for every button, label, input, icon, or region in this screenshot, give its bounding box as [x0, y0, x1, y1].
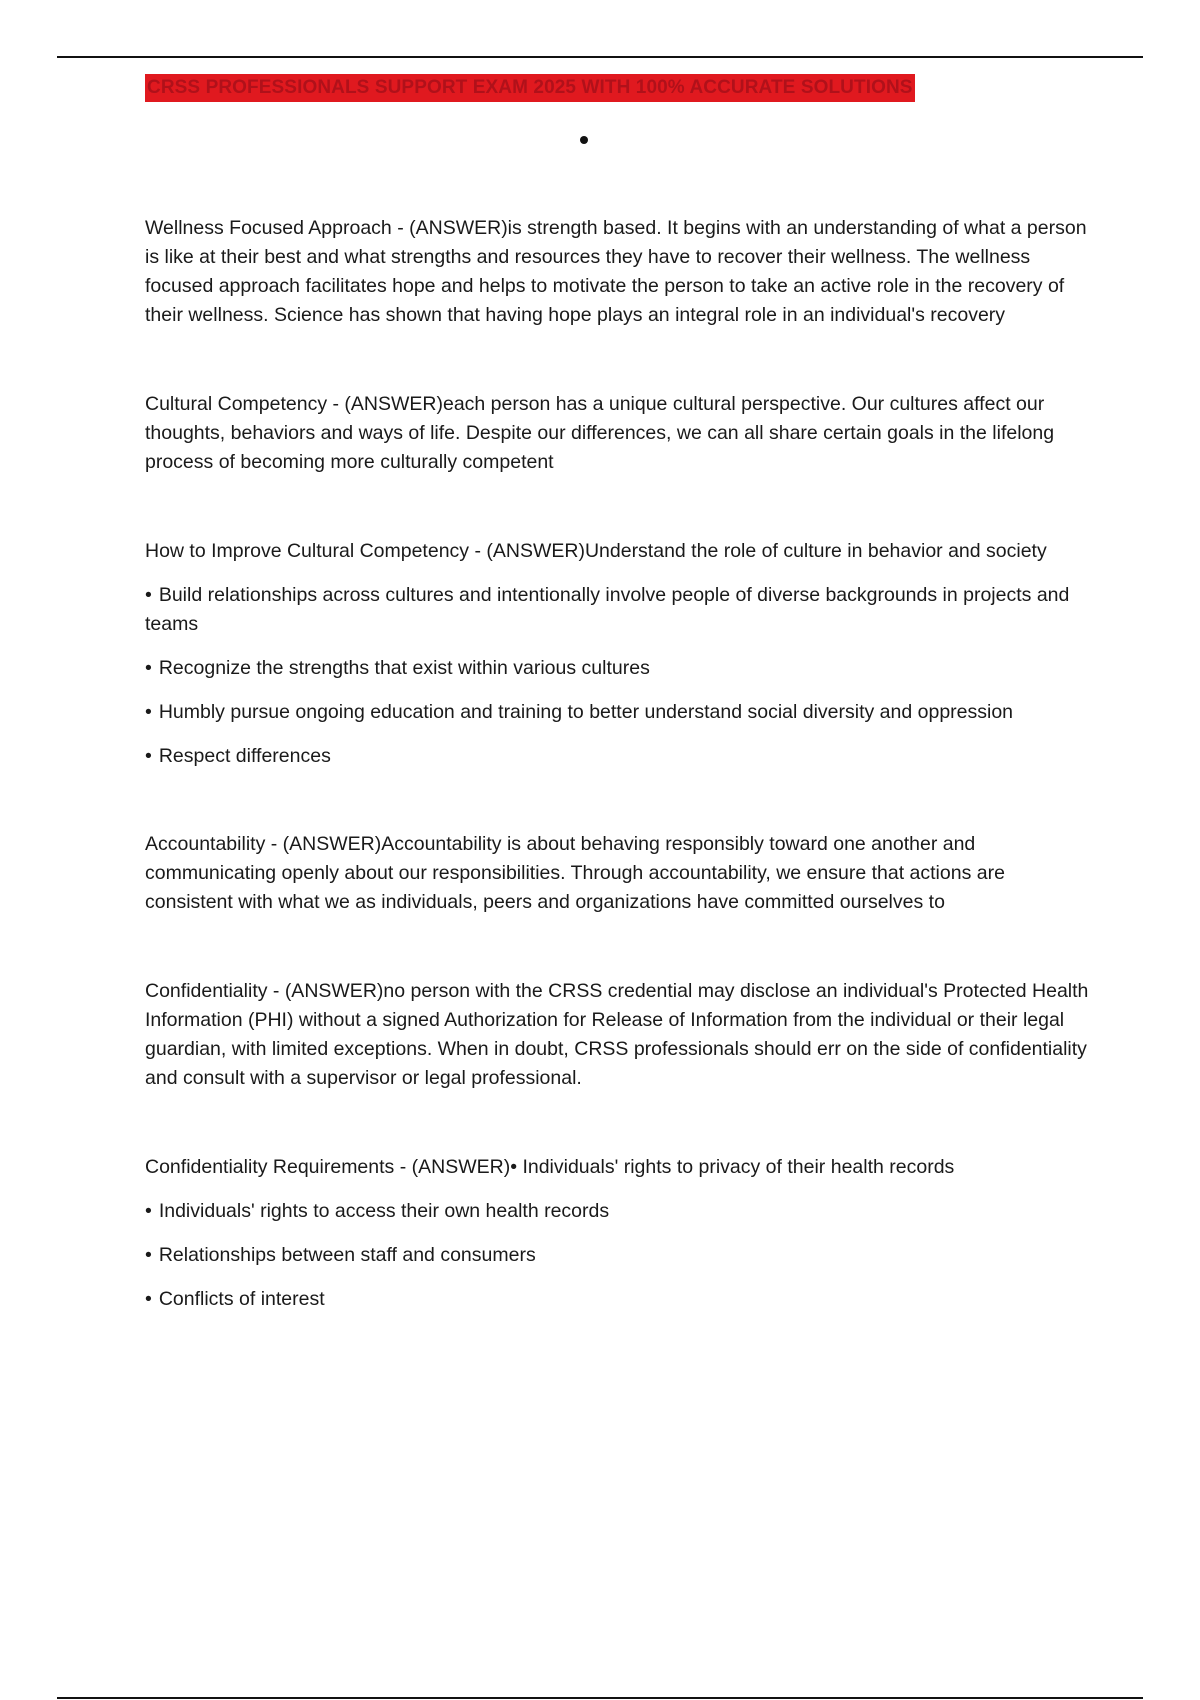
entry-text: Accountability - (ANSWER)Accountability is about behaving responsibly toward one another and communicating openly about our responsibilities. Through accountability, we ensure that actions are consistent with what we as individuals, peers and organizations have committed ourselves to: [145, 833, 1005, 913]
entry-text: Cultural Competency - (ANSWER)each person has a unique cultural perspective. Our cultures affect our thoughts, behaviors and ways of life. Despite our differences, we can all share certain goals in the lifelong process of becoming more culturally competent: [145, 393, 1055, 473]
entry-text: How to Improve Cultural Competency - (ANSWER)Understand the role of culture in behavior and society: [145, 540, 1047, 562]
entry-improve-cultural-competency: [145, 537, 1095, 771]
bullet-list: [145, 1197, 1095, 1314]
entry-accountability: [145, 830, 1095, 917]
entry-cultural-competency: [145, 390, 1095, 477]
bottom-rule: [57, 1697, 1143, 1699]
list-item: • Relationships between staff and consumers: [145, 1241, 1095, 1270]
entry-wellness-focused-approach: [145, 214, 1095, 330]
bullet-dot-icon: [580, 136, 588, 144]
list-item: • Build relationships across cultures and intentionally involve people of diverse backgrounds in projects and teams: [145, 581, 1095, 639]
entry-text: Confidentiality - (ANSWER)no person with the CRSS credential may disclose an individual's Protected Health Information (PHI) without a signed Authorization for Release of Information from the individual or their legal guardian, with limited exceptions. When in doubt, CRSS professionals should err on the side of confidentiality and consult with a supervisor or legal professional.: [145, 980, 1089, 1089]
document-title: CRSS PROFESSIONALS SUPPORT EXAM 2025 WITH 100% ACCURATE SOLUTIONS: [145, 74, 915, 102]
entry-text: Wellness Focused Approach - (ANSWER)is strength based. It begins with an understanding of what a person is like at their best and what strengths and resources they have to recover their wellness. The wellness focused approach facilitates hope and helps to motivate the person to take an active role in the recovery of their wellness. Science has shown that having hope plays an integral role in an individual's recovery: [145, 217, 1087, 326]
list-item: • Humbly pursue ongoing education and training to better understand social diversity and oppression: [145, 698, 1095, 727]
entry-text: Confidentiality Requirements - (ANSWER)• Individuals' rights to privacy of their health records: [145, 1156, 955, 1178]
entry-confidentiality-requirements: [145, 1153, 1095, 1314]
entry-confidentiality: [145, 977, 1095, 1093]
document-body: [145, 214, 1095, 1314]
list-item: • Respect differences: [145, 742, 1095, 771]
list-item: • Recognize the strengths that exist within various cultures: [145, 654, 1095, 683]
list-item: • Individuals' rights to access their own health records: [145, 1197, 1095, 1226]
list-item: • Conflicts of interest: [145, 1285, 1095, 1314]
top-rule: [57, 56, 1143, 58]
bullet-list: [145, 581, 1095, 771]
